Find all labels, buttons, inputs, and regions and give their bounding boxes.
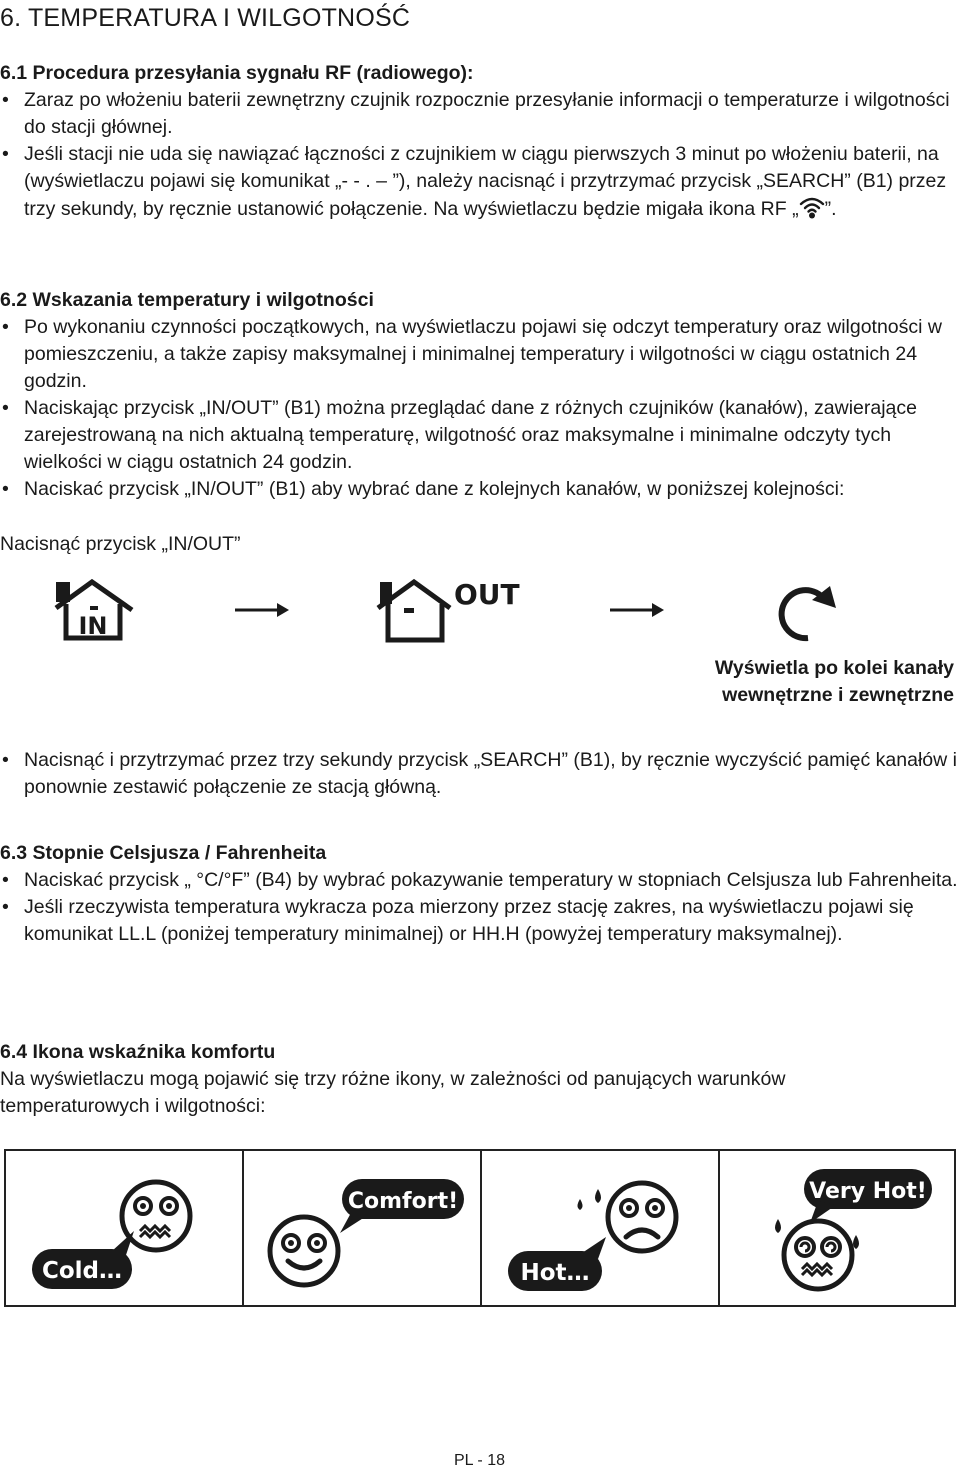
comfort-cell-very-hot	[720, 1151, 956, 1305]
comfort-icon-table	[4, 1149, 956, 1307]
arrow-right-icon	[235, 600, 291, 620]
very-hot-face-icon	[720, 1151, 956, 1305]
list-item-text: Naciskać przycisk „ °C/°F” (B4) by wybrać pokazywanie temperatury w stopniach Celsjusza lub Fahrenheita.	[24, 869, 958, 891]
list-item-text: Naciskając przycisk „IN/OUT” (B1) można przeglądać dane z różnych czujników (kanałów), zawierające zarejestrowaną na nich aktualną temperaturę, wilgotność oraz maksymalne i minimalne odczyty tych wielkości w ciągu ostatnich 24 godzin.	[24, 397, 917, 473]
section-6-2-body	[0, 314, 960, 503]
section-6-2-title: 6.2 Wskazania temperatury i wilgotności	[0, 289, 374, 311]
cold-label: Cold…	[41, 1258, 123, 1284]
comfort-cell-cold	[6, 1151, 244, 1305]
comfort-face-icon	[244, 1151, 480, 1305]
list-item	[0, 314, 960, 395]
section-6-3-body	[0, 867, 960, 948]
rf-signal-icon	[799, 195, 825, 219]
list-item	[0, 476, 960, 503]
comfort-label: Comfort!	[347, 1189, 459, 1214]
arrow-right-icon	[610, 600, 666, 620]
page-number: PL - 18	[454, 1452, 505, 1469]
section-6-1-title: 6.1 Procedura przesyłania sygnału RF (radiowego):	[0, 62, 474, 84]
list-item	[0, 141, 960, 223]
list-item-text: Jeśli stacji nie uda się nawiązać łączności z czujnikiem w ciągu pierwszych 3 minut po włożeniu baterii, na (wyświetlaczu pojawi się komunikat „- - . – ”), należy nacisnąć i przytrzymać przycisk „SEARCH” (B1) przez trzy sekundy, by ręcznie ustanowić połączenie. Na wyświetlaczu będzie migała ikona RF „	[24, 143, 947, 220]
caption-line: wewnętrzne i zewnętrzne	[722, 684, 954, 706]
page-heading: 6. TEMPERATURA I WILGOTNOŚĆ	[0, 4, 411, 32]
list-item	[0, 87, 960, 141]
comfort-cell-comfort	[244, 1151, 482, 1305]
comfort-intro-text: Na wyświetlaczu mogą pojawić się trzy różne ikony, w zależności od panujących warunków temperaturowych i wilgotności:	[0, 1068, 786, 1117]
caption-line: Wyświetla po kolei kanały	[714, 657, 954, 679]
section-6-4-body	[0, 1066, 930, 1120]
cold-face-icon	[6, 1151, 242, 1305]
list-item	[0, 395, 960, 476]
cycle-arrow-icon	[770, 578, 840, 644]
list-item	[0, 747, 960, 801]
house-in-icon	[46, 578, 138, 642]
list-item	[0, 894, 960, 948]
section-6-4-title: 6.4 Ikona wskaźnika komfortu	[0, 1041, 276, 1063]
channels-caption	[634, 655, 954, 709]
list-item-text: Nacisnąć i przytrzymać przez trzy sekundy przycisk „SEARCH” (B1), by ręcznie wyczyścić pamięć kanałów i ponownie zestawić połączenie ze stacją główną.	[24, 749, 957, 798]
house-out-label: OUT	[454, 578, 520, 611]
press-instruction: Nacisnąć przycisk „IN/OUT”	[0, 533, 241, 555]
house-out-icon	[374, 576, 530, 644]
very-hot-label: Very Hot!	[809, 1179, 927, 1204]
section-6-2-body-2	[0, 747, 960, 801]
list-item-text: Naciskać przycisk „IN/OUT” (B1) aby wybrać dane z kolejnych kanałów, w poniższej kolejności:	[24, 478, 845, 500]
hot-label: Hot…	[520, 1260, 590, 1286]
comfort-cell-hot	[482, 1151, 720, 1305]
list-item	[0, 867, 960, 894]
section-6-3-title: 6.3 Stopnie Celsjusza / Fahrenheita	[0, 842, 327, 864]
section-6-1-body	[0, 87, 960, 223]
list-item-text: Jeśli rzeczywista temperatura wykracza poza mierzony przez stację zakres, na wyświetlaczu pojawi się komunikat LL.L (poniżej temperatury minimalnej) or HH.H (powyżej temperatury maksymalnej).	[24, 896, 914, 945]
house-in-label: IN	[78, 612, 108, 640]
list-item-text: Po wykonaniu czynności początkowych, na wyświetlaczu pojawi się odczyt temperatury oraz wilgotności w pomieszczeniu, a także zapisy maksymalnej i minimalnej temperatury i wilgotności w ciągu ostatnich 24 godzin.	[24, 316, 942, 392]
list-item-text: Zaraz po włożeniu baterii zewnętrzny czujnik rozpocznie przesyłanie informacji o temperaturze i wilgotności do stacji głównej.	[24, 89, 950, 138]
hot-face-icon	[482, 1151, 718, 1305]
list-item-text-end: ”.	[824, 198, 837, 220]
